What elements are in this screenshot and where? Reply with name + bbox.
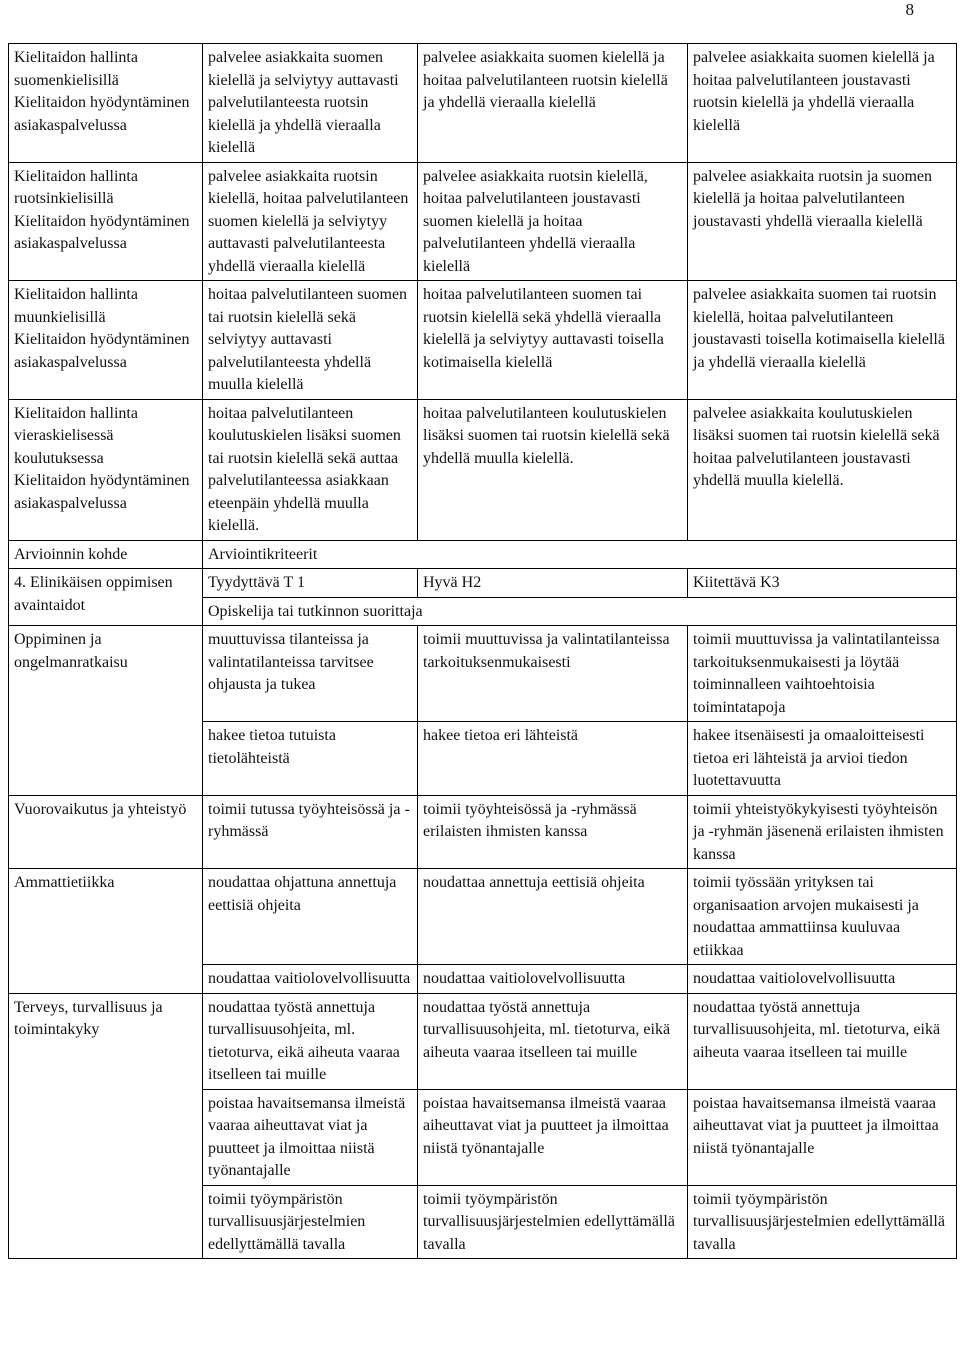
criteria-h2-cell: palvelee asiakkaita ruotsin kielellä, hoitaa palvelutilanteen joustavasti suomen kielellä ja hoitaa palvelutilanteen yhdellä vieraalla kielellä [418,162,688,281]
skill-row [9,869,957,965]
target-text: Kielitaidon hyödyntäminen asiakaspalvelussa [14,472,190,512]
target-cell [9,44,203,163]
criteria-k3-cell: toimii työympäristön turvallisuusjärjestelmien edellyttämällä tavalla [688,1185,957,1259]
criteria-h2-cell: palvelee asiakkaita suomen kielellä ja hoitaa palvelutilanteen ruotsin kielellä ja yhdellä vieraalla kielellä [418,44,688,163]
criteria-t1-cell: noudattaa ohjattuna annettuja eettisiä ohjeita [203,869,418,965]
language-row [9,44,957,163]
skill-row [9,795,957,869]
criteria-h2-cell: hoitaa palvelutilanteen koulutuskielen lisäksi suomen tai ruotsin kielellä sekä yhdellä muulla kielellä. [418,399,688,540]
criteria-k3-cell: palvelee asiakkaita suomen kielellä ja hoitaa palvelutilanteen joustavasti ruotsin kielellä ja yhdellä vieraalla kielellä [688,44,957,163]
assessment-table [8,43,957,1259]
criteria-h2-cell: toimii muuttuvissa ja valintatilanteissa tarkoituksenmukaisesti [418,626,688,722]
criteria-t1-cell: toimii tutussa työyhteisössä ja -ryhmässä [203,795,418,869]
criteria-t1-cell: hoitaa palvelutilanteen suomen tai ruotsin kielellä sekä selviytyy auttavasti palvelutilanteesta yhdellä muulla kielellä [203,281,418,400]
grade-h2-header: Hyvä H2 [418,569,688,598]
target-text: Kielitaidon hallinta muunkielisillä [14,286,138,326]
criteria-h2-cell: noudattaa annettuja eettisiä ohjeita [418,869,688,965]
criteria-h2-cell: noudattaa vaitiolovelvollisuutta [418,965,688,994]
target-header: Arvioinnin kohde [9,540,203,569]
criteria-k3-cell: noudattaa työstä annettuja turvallisuusohjeita, ml. tietoturva, eikä aiheuta vaaraa itselleen tai muille [688,993,957,1089]
criteria-k3-cell: palvelee asiakkaita ruotsin ja suomen kielellä ja hoitaa palvelutilanteen joustavasti yhdellä vieraalla kielellä [688,162,957,281]
criteria-t1-cell: muuttuvissa tilanteissa ja valintatilanteissa tarvitsee ohjausta ja tukea [203,626,418,722]
criteria-t1-cell: toimii työympäristön turvallisuusjärjestelmien edellyttämällä tavalla [203,1185,418,1259]
criteria-k3-cell: hakee itsenäisesti ja omaaloitteisesti tietoa eri lähteistä ja arvioi tiedon luotettavuutta [688,722,957,796]
criteria-k3-cell: toimii yhteistyökykyisesti työyhteisön ja -ryhmän jäsenenä erilaisten ihmisten kanssa [688,795,957,869]
criteria-k3-cell: noudattaa vaitiolovelvollisuutta [688,965,957,994]
target-text: Kielitaidon hallinta suomenkielisillä [14,49,138,89]
criteria-t1-cell: hakee tietoa tutuista tietolähteistä [203,722,418,796]
criteria-h2-cell: poistaa havaitsemansa ilmeistä vaaraa aiheuttavat viat ja puutteet ja ilmoittaa niistä työnantajalle [418,1089,688,1185]
header-row [9,540,957,569]
criteria-t1-cell: poistaa havaitsemansa ilmeistä vaaraa aiheuttavat viat ja puutteet ja ilmoittaa niistä työnantajalle [203,1089,418,1185]
criteria-k3-cell: toimii työssään yrityksen tai organisaation arvojen mukaisesti ja noudattaa ammattiinsa kuuluvaa etiikkaa [688,869,957,965]
skill-target: Ammattietiikka [9,869,203,994]
criteria-header: Arviointikriteerit [203,540,957,569]
criteria-t1-cell: noudattaa työstä annettuja turvallisuusohjeita, ml. tietoturva, eikä aiheuta vaaraa itselleen tai muille [203,993,418,1089]
student-label: Opiskelija tai tutkinnon suorittaja [203,597,957,626]
criteria-h2-cell: hakee tietoa eri lähteistä [418,722,688,796]
target-text: Kielitaidon hyödyntäminen asiakaspalvelussa [14,331,190,371]
criteria-h2-cell: noudattaa työstä annettuja turvallisuusohjeita, ml. tietoturva, eikä aiheuta vaaraa itselleen tai muille [418,993,688,1089]
language-row [9,281,957,400]
criteria-k3-cell: palvelee asiakkaita koulutuskielen lisäksi suomen tai ruotsin kielellä sekä hoitaa palvelutilanteen joustavasti yhdellä muulla kielellä. [688,399,957,540]
criteria-k3-cell: poistaa havaitsemansa ilmeistä vaaraa aiheuttavat viat ja puutteet ja ilmoittaa niistä työnantajalle [688,1089,957,1185]
criteria-h2-cell: toimii työyhteisössä ja -ryhmässä erilaisten ihmisten kanssa [418,795,688,869]
criteria-k3-cell: toimii muuttuvissa ja valintatilanteissa tarkoituksenmukaisesti ja löytää toiminnalleen vaihtoehtoisia toimintatapoja [688,626,957,722]
skill-row [9,993,957,1089]
skill-target: Vuorovaikutus ja yhteistyö [9,795,203,869]
criteria-h2-cell: hoitaa palvelutilanteen suomen tai ruotsin kielellä sekä yhdellä vieraalla kielellä ja selviytyy auttavasti toisella kotimaisella kielellä [418,281,688,400]
criteria-t1-cell: palvelee asiakkaita ruotsin kielellä, hoitaa palvelutilanteen suomen kielellä ja selviytyy auttavasti palvelutilanteesta yhdellä vieraalla kielellä [203,162,418,281]
target-text: Kielitaidon hyödyntäminen asiakaspalvelussa [14,212,190,252]
grade-t1-header: Tyydyttävä T 1 [203,569,418,598]
target-text: Kielitaidon hallinta ruotsinkielisillä [14,167,138,207]
grade-k3-header: Kiitettävä K3 [688,569,957,598]
section-title: 4. Elinikäisen oppimisen avaintaidot [9,569,203,626]
target-cell [9,399,203,540]
target-text: Kielitaidon hallinta vieraskielisessä koulutuksessa [14,404,138,467]
grade-header-row [9,569,957,598]
criteria-t1-cell: noudattaa vaitiolovelvollisuutta [203,965,418,994]
language-row [9,162,957,281]
target-cell [9,162,203,281]
target-cell [9,281,203,400]
target-text: Kielitaidon hyödyntäminen asiakaspalvelussa [14,94,190,134]
criteria-t1-cell: hoitaa palvelutilanteen koulutuskielen lisäksi suomen tai ruotsin kielellä sekä auttaa palvelutilanteessa asiakkaan eteenpäin yhdellä muulla kielellä. [203,399,418,540]
page-number: 8 [905,0,914,19]
criteria-k3-cell: palvelee asiakkaita suomen tai ruotsin kielellä, hoitaa palvelutilanteen joustavasti toisella kotimaisella kielellä ja yhdellä vieraalla kielellä [688,281,957,400]
criteria-h2-cell: toimii työympäristön turvallisuusjärjestelmien edellyttämällä tavalla [418,1185,688,1259]
language-row [9,399,957,540]
criteria-t1-cell: palvelee asiakkaita suomen kielellä ja selviytyy auttavasti palvelutilanteesta ruotsin kielellä ja yhdellä vieraalla kielellä [203,44,418,163]
skill-target: Terveys, turvallisuus ja toimintakyky [9,993,203,1259]
skill-row [9,626,957,722]
skill-target: Oppiminen ja ongelmanratkaisu [9,626,203,796]
